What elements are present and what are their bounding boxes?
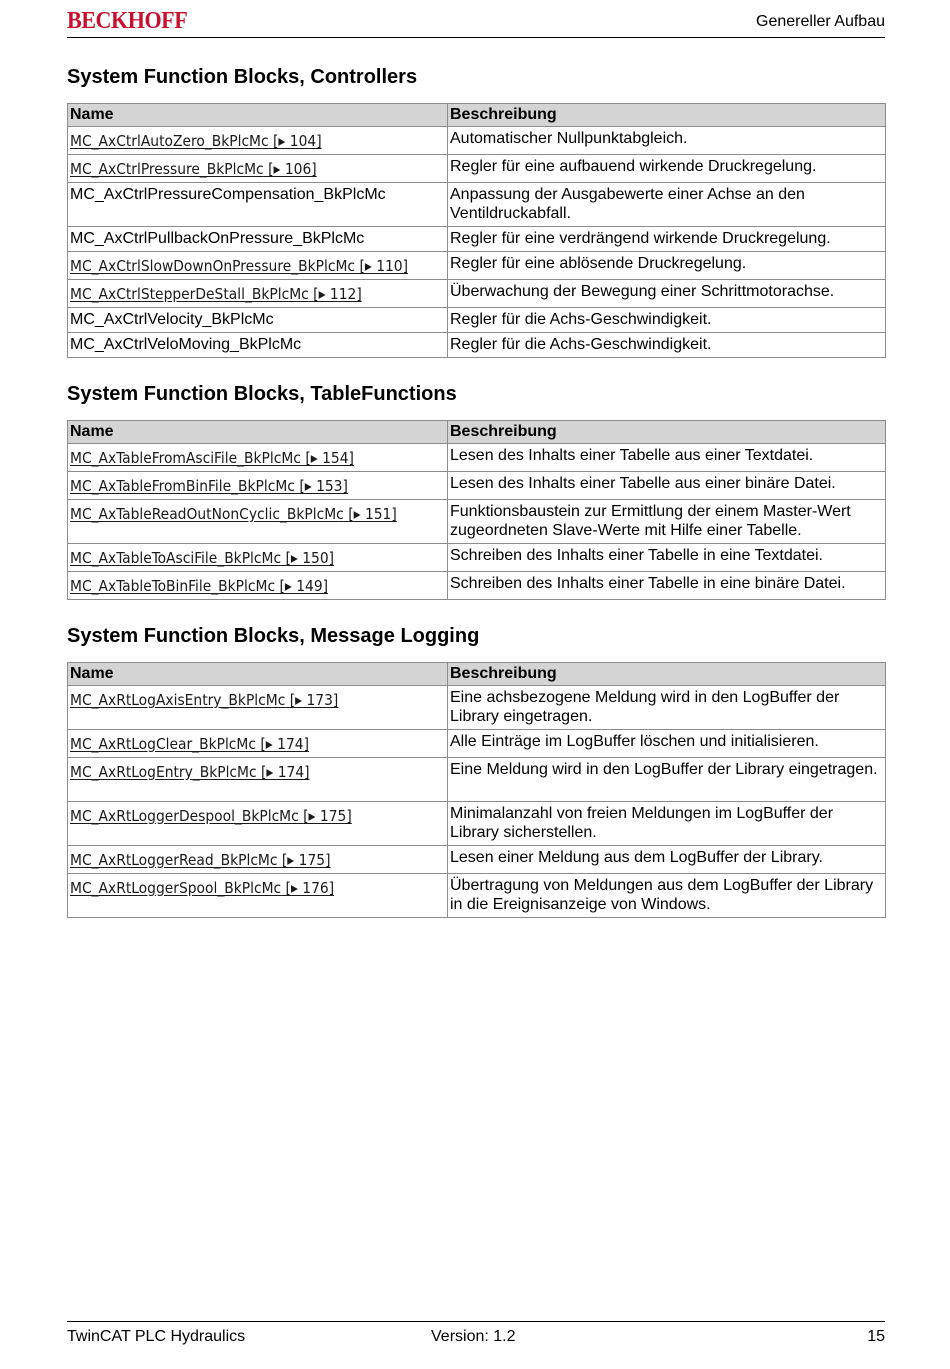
table-row: [68, 758, 886, 802]
function-block-description: Regler für eine ablösende Druckregelung.: [448, 252, 886, 280]
function-block-description: Regler für die Achs-Geschwindigkeit.: [448, 333, 886, 358]
function-block-description: Schreiben des Inhalts einer Tabelle in eine binäre Datei.: [448, 572, 886, 600]
table-header-row: [68, 104, 886, 127]
function-block-description: Lesen des Inhalts einer Tabelle aus einer Textdatei.: [448, 444, 886, 472]
function-block-description: Regler für eine verdrängend wirkende Druckregelung.: [448, 227, 886, 252]
table-row: [68, 127, 886, 155]
table-row: [68, 500, 886, 544]
table-row: [68, 280, 886, 308]
function-block-link[interactable]: MC_AxCtrlStepperDeStall_BkPlcMc [▸ 112]: [68, 280, 448, 308]
table-row: [68, 252, 886, 280]
function-block-link[interactable]: MC_AxRtLogEntry_BkPlcMc [▸ 174]: [68, 758, 448, 802]
function-block-table: [67, 662, 886, 918]
table-header-row: [68, 663, 886, 686]
function-block-link[interactable]: MC_AxRtLogAxisEntry_BkPlcMc [▸ 173]: [68, 686, 448, 730]
column-header-description: Beschreibung: [448, 421, 886, 444]
function-block-description: Schreiben des Inhalts einer Tabelle in eine Textdatei.: [448, 544, 886, 572]
table-row: [68, 155, 886, 183]
section-message-logging: [67, 624, 885, 918]
section-title: System Function Blocks, Controllers: [67, 66, 418, 88]
page-number: 15: [867, 1328, 885, 1345]
function-block-link[interactable]: MC_AxRtLoggerSpool_BkPlcMc [▸ 176]: [68, 874, 448, 918]
function-block-link[interactable]: MC_AxRtLoggerRead_BkPlcMc [▸ 175]: [68, 846, 448, 874]
function-block-table: [67, 420, 886, 600]
function-block-link[interactable]: MC_AxTableFromAsciFile_BkPlcMc [▸ 154]: [68, 444, 448, 472]
table-row: [68, 227, 886, 252]
function-block-description: Anpassung der Ausgabewerte einer Achse an den Ventildruckabfall.: [448, 183, 886, 227]
table-row: [68, 846, 886, 874]
table-header-row: [68, 421, 886, 444]
table-row: [68, 802, 886, 846]
column-header-description: Beschreibung: [448, 663, 886, 686]
table-row: [68, 686, 886, 730]
section-title: System Function Blocks, TableFunctions: [67, 383, 457, 405]
function-block-link[interactable]: MC_AxTableReadOutNonCyclic_BkPlcMc [▸ 151]: [68, 500, 448, 544]
table-row: [68, 572, 886, 600]
document-version: Version: 1.2: [431, 1328, 516, 1345]
function-block-link[interactable]: MC_AxRtLoggerDespool_BkPlcMc [▸ 175]: [68, 802, 448, 846]
table-row: [68, 183, 886, 227]
function-block-name: MC_AxCtrlVeloMoving_BkPlcMc: [68, 333, 448, 358]
function-block-description: Eine Meldung wird in den LogBuffer der Library eingetragen.: [448, 758, 886, 802]
column-header-description: Beschreibung: [448, 104, 886, 127]
function-block-description: Eine achsbezogene Meldung wird in den LogBuffer der Library eingetragen.: [448, 686, 886, 730]
function-block-description: Überwachung der Bewegung einer Schrittmotorachse.: [448, 280, 886, 308]
function-block-description: Funktionsbaustein zur Ermittlung der einem Master-Wert zugeordneten Slave-Werte mit Hilfe einer Tabelle.: [448, 500, 886, 544]
column-header-name: Name: [68, 663, 448, 686]
table-row: [68, 544, 886, 572]
function-block-description: Übertragung von Meldungen aus dem LogBuffer der Library in die Ereignisanzeige von Windows.: [448, 874, 886, 918]
section-table-functions: [67, 382, 885, 600]
function-block-link[interactable]: MC_AxTableFromBinFile_BkPlcMc [▸ 153]: [68, 472, 448, 500]
document-title: TwinCAT PLC Hydraulics: [67, 1328, 246, 1345]
section-title: System Function Blocks, Message Logging: [67, 625, 480, 647]
function-block-name: MC_AxCtrlPressureCompensation_BkPlcMc: [68, 183, 448, 227]
function-block-link[interactable]: MC_AxCtrlPressure_BkPlcMc [▸ 106]: [68, 155, 448, 183]
function-block-description: Regler für eine aufbauend wirkende Druckregelung.: [448, 155, 886, 183]
table-row: [68, 333, 886, 358]
function-block-link[interactable]: MC_AxTableToAsciFile_BkPlcMc [▸ 150]: [68, 544, 448, 572]
function-block-table: [67, 103, 886, 358]
table-row: [68, 874, 886, 918]
function-block-name: MC_AxCtrlVelocity_BkPlcMc: [68, 308, 448, 333]
function-block-description: Regler für die Achs-Geschwindigkeit.: [448, 308, 886, 333]
function-block-description: Lesen einer Meldung aus dem LogBuffer der Library.: [448, 846, 886, 874]
chapter-title: Genereller Aufbau: [756, 13, 885, 30]
function-block-link[interactable]: MC_AxTableToBinFile_BkPlcMc [▸ 149]: [68, 572, 448, 600]
function-block-description: Lesen des Inhalts einer Tabelle aus einer binäre Datei.: [448, 472, 886, 500]
beckhoff-logo: BECKHOFF: [67, 8, 188, 34]
page-footer: [67, 1321, 885, 1362]
table-row: [68, 730, 886, 758]
table-row: [68, 472, 886, 500]
page-header: [67, 6, 885, 38]
table-row: [68, 308, 886, 333]
column-header-name: Name: [68, 104, 448, 127]
function-block-description: Automatischer Nullpunktabgleich.: [448, 127, 886, 155]
column-header-name: Name: [68, 421, 448, 444]
section-controllers: [67, 65, 885, 358]
function-block-description: Alle Einträge im LogBuffer löschen und initialisieren.: [448, 730, 886, 758]
function-block-link[interactable]: MC_AxCtrlAutoZero_BkPlcMc [▸ 104]: [68, 127, 448, 155]
function-block-name: MC_AxCtrlPullbackOnPressure_BkPlcMc: [68, 227, 448, 252]
function-block-link[interactable]: MC_AxRtLogClear_BkPlcMc [▸ 174]: [68, 730, 448, 758]
function-block-link[interactable]: MC_AxCtrlSlowDownOnPressure_BkPlcMc [▸ 110]: [68, 252, 448, 280]
function-block-description: Minimalanzahl von freien Meldungen im LogBuffer der Library sicherstellen.: [448, 802, 886, 846]
table-row: [68, 444, 886, 472]
